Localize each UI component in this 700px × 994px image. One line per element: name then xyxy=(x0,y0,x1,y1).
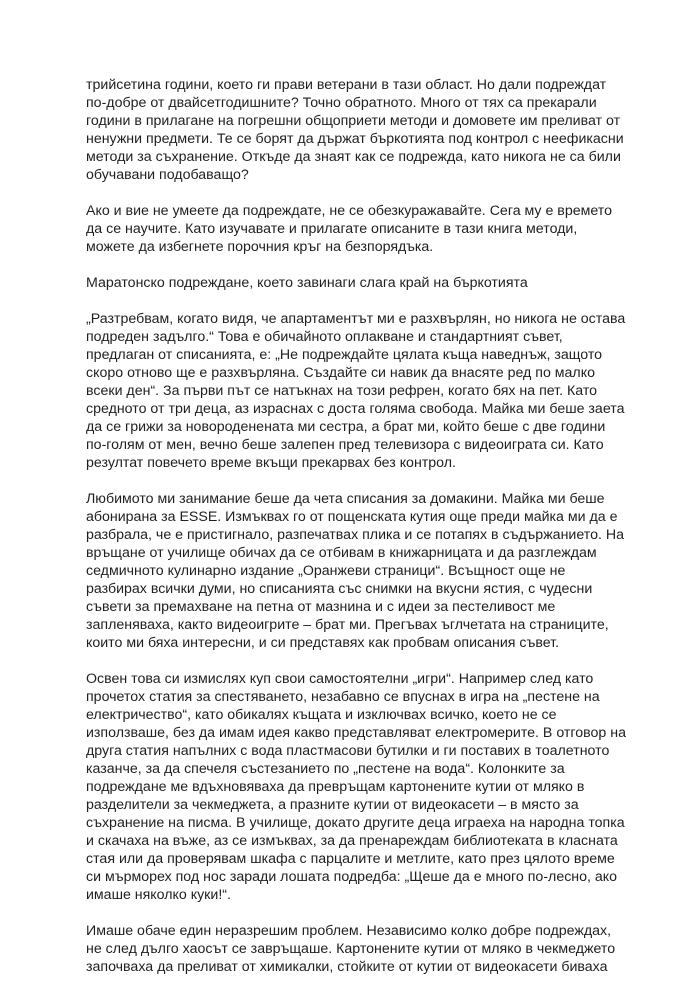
paragraph-1: трийсетина години, което ги прави ветерани в тази област. Но дали подреждат по-добре от двайсетгодишните? Точно обратното. Много от тях са прекарали години в прилагане на погрешни общоприети методи и домовете им преливат от ненужни предмети. Те се борят да държат бъркотията под контрол с неефикасни методи за съхранение. Откъде да знаят как се подрежда, като никога не са били обучавани подобаващо? xyxy=(86,77,624,183)
section-heading: Маратонско подреждане, което завинаги слага край на бъркотията xyxy=(86,275,528,291)
document-body xyxy=(86,76,626,994)
paragraph-4: Любимото ми занимание беше да чета списания за домакини. Майка ми беше абонирана за ESSE. Измъквах го от пощенската кутия още преди майка ми да е разбрала, че е пристигнало, разпечатвах плика и се потапях в съдържанието. На връщане от училище обичах да се отбивам в книжарницата и да разглеждам седмичното кулинарно издание „Оранжеви страници“. Всъщност още не разбирах всички думи, но списанията със снимки на вкусни ястия, с чудесни съвети за премахване на петна от мазнина и с идеи за пестеливост ме запленяваха, както видеоигрите – брат ми. Прегъвах ъглчетата на страниците, които ми бяха интересни, и си представях как пробвам описания съвет. xyxy=(86,491,625,651)
paragraph-6: Имаше обаче един неразрешим проблем. Независимо колко добре подреждах, не след дълго хаосът се завръщаше. Картонените кутии от мляко в чекмеджето започваха да преливат от химикалки, стойките от кутии от видеокасети биваха xyxy=(86,923,616,975)
paragraph-2: Ако и вие не умеете да подреждате, не се обезкуражавайте. Сега му е времето да се научите. Като изучавате и прилагате описаните в тази книга методи, можете да избегнете порочния кръг на безпорядъка. xyxy=(86,203,613,255)
paragraph-5: Освен това си измислях куп свои самостоятелни „игри“. Например след като прочетох статия за спестяването, незабавно се впуснах в игра на „пестене на електричество“, като обикалях къщата и изключвах всичко, което не се използваше, без да имам идея какво представляват електромерите. В отговор на друга статия напълних с вода пластмасови бутилки и ги поставих в тоалетното казанче, за да спечеля състезанието по „пестене на вода“. Колонките за подреждане ме вдъхновяваха да превръщам картонените кутии от мляко в разделители за чекмеджета, а празните кутии от видеокасети – в място за съхранение на писма. В училище, докато другите деца играеха на народна топка и скачаха на въже, аз се измъквах, за да пренареждам библиотеката в класната стая или да проверявам шкафа с парцалите и метлите, като през цялото време си мърморех под нос заради лошата подредба: „Щеше да е много по-лесно, ако имаше няколко куки!“. xyxy=(86,671,626,903)
paragraph-3: „Разтребвам, когато видя, че апартаментът ми е разхвърлян, но никога не остава подреден задълго.“ Това е обичайното оплакване и стандартният съвет, предлаган от списанията, е: „Не подреждайте цялата къща наведнъж, защото скоро отново ще е разхвърляна. Създайте си навик да внасяте ред по малко всеки ден“. За първи път се натъкнах на този рефрен, когато бях на пет. Като средното от три деца, аз израснах с доста голяма свобода. Майка ми беше заета да се грижи за новороденената ми сестра, а брат ми, който беше с две години по-голям от мен, вечно беше залепен пред телевизора с видеоиграта си. Като резултат повечето време вкъщи прекарвах без контрол. xyxy=(86,311,626,471)
